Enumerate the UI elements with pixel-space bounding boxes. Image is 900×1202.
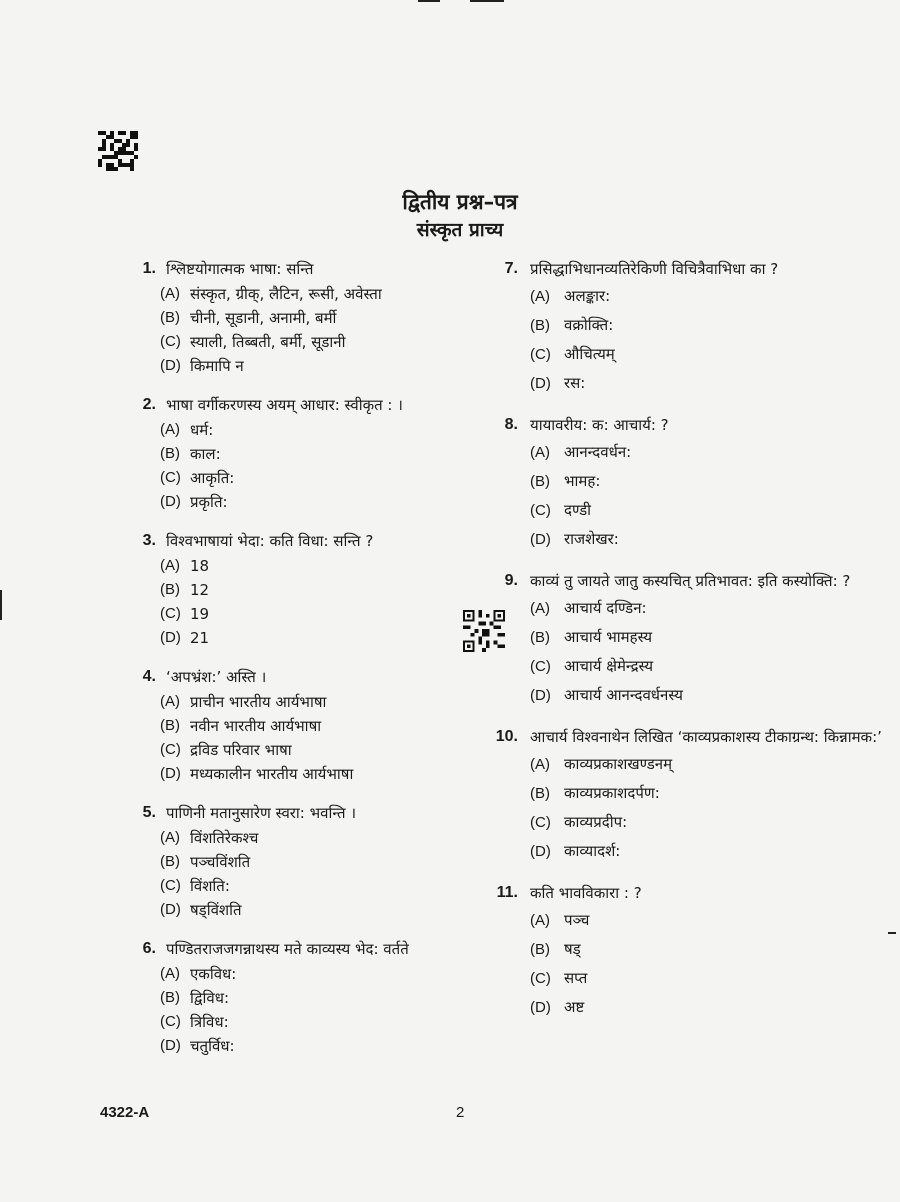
- option-item: [160, 962, 508, 986]
- option-item: [160, 738, 508, 762]
- option-item: [160, 826, 508, 850]
- options-list: [160, 962, 508, 1058]
- option-label: (C): [160, 877, 181, 894]
- option-text: प्राचीन भारतीय आर्यभाषा: [190, 693, 327, 711]
- option-text: भामह:: [564, 472, 601, 490]
- scan-edge-mark: [418, 0, 440, 2]
- option-text: 12: [190, 581, 210, 599]
- option-text: आचार्य क्षेमेन्द्रस्य: [564, 657, 654, 675]
- option-label: (A): [530, 288, 550, 305]
- option-label: (A): [160, 557, 180, 574]
- question-number: 3.: [142, 532, 156, 549]
- option-label: (D): [530, 531, 551, 548]
- option-label: (A): [530, 912, 550, 929]
- question-text: आचार्य विश्वनाथेन लिखित ‘काव्यप्रकाशस्य टीकाग्रन्थ: किन्नामक:’: [530, 728, 882, 746]
- option-item: [160, 466, 508, 490]
- options-list: [530, 750, 888, 866]
- option-text: षड्विंशति: [190, 901, 242, 919]
- option-label: (B): [530, 941, 550, 958]
- option-label: (A): [160, 829, 180, 846]
- option-text: राजशेखर:: [564, 530, 619, 548]
- question-number: 7.: [504, 260, 518, 277]
- option-item: [160, 602, 508, 626]
- option-label: (C): [530, 814, 551, 831]
- option-item: [160, 490, 508, 514]
- question-item: [128, 256, 508, 378]
- option-label: (B): [160, 309, 180, 326]
- option-label: (A): [160, 421, 180, 438]
- option-label: (C): [530, 658, 551, 675]
- question-text: पाणिनी मतानुसारेण स्वरा: भवन्ति ।: [166, 804, 357, 822]
- options-list: [160, 826, 508, 922]
- option-item: [160, 626, 508, 650]
- option-label: (B): [160, 581, 180, 598]
- option-label: (D): [160, 357, 181, 374]
- option-label: (D): [530, 375, 551, 392]
- option-text: आनन्दवर्धन:: [564, 443, 632, 461]
- option-text: अलङ्कार:: [564, 287, 611, 305]
- question-stem: [488, 256, 888, 282]
- option-label: (A): [530, 444, 550, 461]
- option-item: [160, 306, 508, 330]
- option-item: [530, 935, 888, 964]
- option-item: [160, 1010, 508, 1034]
- question-item: [128, 392, 508, 514]
- options-list: [530, 282, 888, 398]
- question-stem: [128, 256, 508, 282]
- questions-left-column: [128, 256, 508, 1072]
- options-list: [530, 906, 888, 1022]
- option-label: (A): [530, 600, 550, 617]
- option-text: काल:: [190, 445, 221, 463]
- options-list: [160, 690, 508, 786]
- option-text: 21: [190, 629, 210, 647]
- option-text: द्विविध:: [190, 989, 230, 1007]
- question-item: [488, 724, 888, 866]
- question-item: [488, 412, 888, 554]
- question-text: श्लिष्टयोगात्मक भाषा: सन्ति: [166, 260, 314, 278]
- question-stem: [488, 412, 888, 438]
- option-text: अष्ट: [564, 998, 585, 1016]
- option-item: [530, 906, 888, 935]
- options-list: [160, 554, 508, 650]
- option-text: 19: [190, 605, 210, 623]
- option-text: एकविध:: [190, 965, 237, 983]
- option-text: मध्यकालीन भारतीय आर्यभाषा: [190, 765, 354, 783]
- question-number: 2.: [142, 396, 156, 413]
- option-item: [160, 714, 508, 738]
- question-item: [128, 664, 508, 786]
- question-item: [128, 528, 508, 650]
- question-text: कति भावविकारा : ?: [530, 884, 642, 902]
- option-label: (C): [530, 346, 551, 363]
- option-item: [530, 681, 888, 710]
- options-list: [160, 282, 508, 378]
- option-label: (C): [160, 605, 181, 622]
- option-item: [530, 808, 888, 837]
- option-label: (A): [530, 756, 550, 773]
- option-label: (D): [530, 999, 551, 1016]
- question-stem: [488, 568, 888, 594]
- option-text: 18: [190, 557, 210, 575]
- option-label: (D): [160, 901, 181, 918]
- option-label: (B): [160, 445, 180, 462]
- option-text: षड्: [564, 940, 581, 958]
- options-list: [160, 418, 508, 514]
- question-number: 4.: [142, 668, 156, 685]
- option-label: (A): [160, 693, 180, 710]
- question-number: 9.: [504, 572, 518, 589]
- option-item: [530, 282, 888, 311]
- question-stem: [128, 936, 508, 962]
- option-text: सप्त: [564, 969, 588, 987]
- option-item: [530, 750, 888, 779]
- option-label: (B): [530, 785, 550, 802]
- option-item: [160, 554, 508, 578]
- option-item: [530, 369, 888, 398]
- option-text: स्याली, तिब्बती, बर्मी, सूडानी: [190, 333, 346, 351]
- questions-right-column: [488, 256, 888, 1036]
- question-item: [128, 936, 508, 1058]
- question-number: 5.: [142, 804, 156, 821]
- question-text: विश्वभाषायां भेदा: कति विधा: सन्ति ?: [166, 532, 374, 550]
- option-text: पञ्च: [564, 911, 590, 929]
- option-text: दण्डी: [564, 501, 592, 519]
- option-item: [160, 898, 508, 922]
- option-label: (B): [160, 853, 180, 870]
- option-label: (C): [530, 502, 551, 519]
- option-label: (D): [530, 843, 551, 860]
- option-item: [530, 438, 888, 467]
- question-text: पण्डितराजजगन्नाथस्य मते काव्यस्य भेद: वर्तते: [166, 940, 409, 958]
- option-text: रस:: [564, 374, 586, 392]
- paper-subtitle: संस्कृत प्राच्य: [416, 219, 504, 241]
- option-item: [530, 496, 888, 525]
- question-stem: [128, 664, 508, 690]
- option-text: आचार्य आनन्दवर्धनस्य: [564, 686, 683, 704]
- option-text: काव्यप्रदीप:: [564, 813, 628, 831]
- question-number: 6.: [142, 940, 156, 957]
- option-item: [160, 442, 508, 466]
- option-item: [160, 850, 508, 874]
- question-item: [488, 568, 888, 710]
- option-item: [530, 779, 888, 808]
- option-item: [160, 762, 508, 786]
- option-item: [160, 418, 508, 442]
- scan-edge-mark: [888, 932, 896, 934]
- option-text: पञ्चविंशति: [190, 853, 251, 871]
- question-stem: [488, 724, 888, 750]
- question-item: [488, 880, 888, 1022]
- option-item: [530, 964, 888, 993]
- question-number: 10.: [495, 728, 518, 745]
- option-item: [160, 874, 508, 898]
- option-item: [160, 690, 508, 714]
- question-text: भाषा वर्गीकरणस्य अयम् आधार: स्वीकृत : ।: [166, 396, 403, 414]
- option-label: (C): [160, 741, 181, 758]
- question-stem: [488, 880, 888, 906]
- option-text: आकृति:: [190, 469, 235, 487]
- qr-code-icon: [98, 130, 138, 172]
- option-text: चतुर्विध:: [190, 1037, 235, 1055]
- question-text: प्रसिद्धाभिधानव्यतिरेकिणी विचित्रैवाभिधा का ?: [530, 260, 779, 278]
- option-label: (B): [530, 473, 550, 490]
- option-item: [530, 340, 888, 369]
- paper-title: द्वितीय प्रश्न–पत्र: [402, 190, 518, 214]
- paper-code: 4322-A: [100, 1104, 150, 1121]
- options-list: [530, 594, 888, 710]
- option-text: संस्कृत, ग्रीक्, लैटिन, रूसी, अवेस्ता: [190, 285, 382, 303]
- option-item: [160, 330, 508, 354]
- option-item: [160, 1034, 508, 1058]
- option-item: [160, 354, 508, 378]
- option-text: किमापि न: [190, 357, 244, 375]
- option-text: नवीन भारतीय आर्यभाषा: [190, 717, 322, 735]
- option-label: (C): [160, 1013, 181, 1030]
- option-label: (B): [530, 317, 550, 334]
- option-text: आचार्य दण्डिन:: [564, 599, 647, 617]
- option-label: (D): [160, 1037, 181, 1054]
- option-text: विंशतिरेकश्च: [190, 829, 259, 847]
- option-text: औचित्यम्: [564, 345, 615, 363]
- scan-edge-mark: [470, 0, 504, 2]
- option-label: (C): [530, 970, 551, 987]
- option-label: (D): [160, 629, 181, 646]
- option-text: वक्रोक्ति:: [564, 316, 614, 334]
- option-text: काव्यप्रकाशदर्पण:: [564, 784, 660, 802]
- option-text: काव्यप्रकाशखण्डनम्: [564, 755, 673, 773]
- options-list: [530, 438, 888, 554]
- option-item: [530, 594, 888, 623]
- option-label: (B): [530, 629, 550, 646]
- option-item: [530, 652, 888, 681]
- option-item: [160, 986, 508, 1010]
- option-label: (B): [160, 717, 180, 734]
- option-label: (A): [160, 285, 180, 302]
- option-text: धर्म:: [190, 421, 214, 439]
- scan-edge-mark: [0, 590, 2, 620]
- option-item: [160, 578, 508, 602]
- question-number: 8.: [504, 416, 518, 433]
- question-text: यायावरीय: क: आचार्य: ?: [530, 416, 669, 434]
- question-item: [128, 800, 508, 922]
- option-label: (D): [160, 765, 181, 782]
- question-stem: [128, 528, 508, 554]
- question-text: ‘अपभ्रंश:’ अस्ति ।: [166, 668, 267, 686]
- option-item: [530, 993, 888, 1022]
- question-text: काव्यं तु जायते जातु कस्यचित् प्रतिभावत: इति कस्योक्ति: ?: [530, 572, 851, 590]
- option-text: चीनी, सूडानी, अनामी, बर्मी: [190, 309, 337, 327]
- option-item: [530, 623, 888, 652]
- option-text: द्रविड परिवार भाषा: [190, 741, 292, 759]
- option-text: काव्यादर्श:: [564, 842, 621, 860]
- option-label: (D): [530, 687, 551, 704]
- option-item: [160, 282, 508, 306]
- question-stem: [128, 800, 508, 826]
- question-stem: [128, 392, 508, 418]
- question-number: 1.: [142, 260, 156, 277]
- option-label: (D): [160, 493, 181, 510]
- option-text: विंशति:: [190, 877, 230, 895]
- option-item: [530, 525, 888, 554]
- page-number: 2: [456, 1104, 465, 1121]
- option-label: (B): [160, 989, 180, 1006]
- option-text: आचार्य भामहस्य: [564, 628, 653, 646]
- option-label: (A): [160, 965, 180, 982]
- option-label: (C): [160, 469, 181, 486]
- option-item: [530, 311, 888, 340]
- question-number: 11.: [496, 884, 518, 901]
- option-text: प्रकृति:: [190, 493, 228, 511]
- option-item: [530, 467, 888, 496]
- option-text: त्रिविध:: [190, 1013, 229, 1031]
- question-item: [488, 256, 888, 398]
- option-item: [530, 837, 888, 866]
- option-label: (C): [160, 333, 181, 350]
